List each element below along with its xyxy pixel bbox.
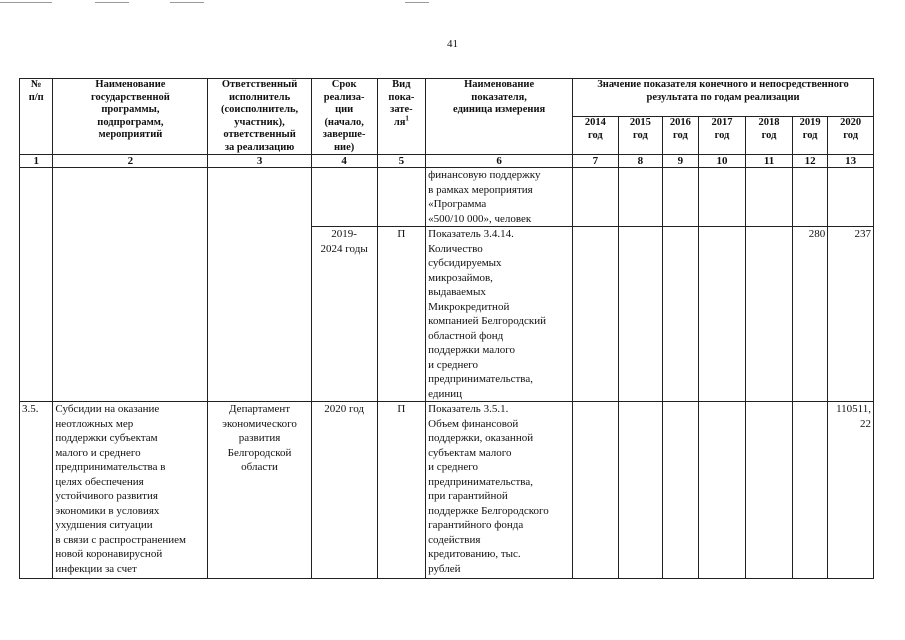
- row-indicator-name: Показатель 3.5.1. Объем финансовой поддержки, оказанной субъектам малого и среднего предпринимательства, при гарантийной поддержке Белгородского гарантийного фонда содействия кредитованию, тыс. рублей: [426, 402, 573, 579]
- footnote-marker: 1: [405, 114, 409, 122]
- row-indicator-type: [377, 168, 426, 227]
- top-edge-line: [95, 2, 129, 3]
- header-row: [20, 79, 874, 117]
- header-year: 2020 год: [828, 117, 874, 155]
- row-indicator-name: Показатель 3.4.14. Количество субсидируемых микрозаймов, выдаваемых Микрокредитной компанией Белгородский областной фонд поддержки малого и среднего предпринимательства, единиц: [426, 227, 573, 402]
- row-value-2018: [746, 227, 793, 402]
- column-number: 12: [792, 155, 827, 168]
- top-edge-line: [170, 2, 204, 3]
- column-numbers-row: [20, 155, 874, 168]
- row-value-2017: [698, 402, 746, 579]
- row-indicator-type: П: [377, 227, 426, 402]
- row-period: [311, 168, 377, 227]
- row-period: 2019- 2024 годы: [311, 227, 377, 402]
- column-number: 3: [208, 155, 311, 168]
- column-number: 10: [698, 155, 746, 168]
- row-value-2018: [746, 402, 793, 579]
- row-value-2014: [573, 227, 619, 402]
- row-indicator-name: финансовую поддержку в рамках мероприятия «Программа «500/10 000», человек: [426, 168, 573, 227]
- row-num: [20, 168, 53, 402]
- row-value-2020: 110511, 22: [828, 402, 874, 579]
- column-number: 8: [618, 155, 663, 168]
- row-executor: Департамент экономического развития Белгородской области: [208, 402, 311, 579]
- column-number: 9: [663, 155, 698, 168]
- column-number: 5: [377, 155, 426, 168]
- row-value-2017: [698, 227, 746, 402]
- row-value-2018: [746, 168, 793, 227]
- row-value-2017: [698, 168, 746, 227]
- header-indicator-name: Наименование показателя, единица измерения: [426, 79, 573, 155]
- table-row: [20, 168, 874, 227]
- row-executor: [208, 168, 311, 402]
- row-value-2015: [618, 168, 663, 227]
- row-value-2019: 280: [792, 227, 827, 402]
- header-year: 2015 год: [618, 117, 663, 155]
- row-indicator-type: П: [377, 402, 426, 579]
- column-number: 4: [311, 155, 377, 168]
- header-program-name: Наименование государственной программы, подпрограмм, мероприятий: [53, 79, 208, 155]
- header-indicator-type-label: Вид пока- зате- ля: [388, 79, 415, 128]
- row-value-2020: [828, 168, 874, 227]
- table-row: [20, 402, 874, 579]
- row-value-2014: [573, 168, 619, 227]
- row-value-2014: [573, 402, 619, 579]
- row-value-2016: [663, 402, 698, 579]
- row-num: 3.5.: [20, 402, 53, 579]
- header-values-group: Значение показателя конечного и непосредственного результата по годам реализации: [573, 79, 874, 117]
- row-value-2016: [663, 168, 698, 227]
- indicators-table: [19, 78, 874, 579]
- row-value-2016: [663, 227, 698, 402]
- header-year: 2014 год: [573, 117, 619, 155]
- column-number: 2: [53, 155, 208, 168]
- header-year: 2018 год: [746, 117, 793, 155]
- row-period: 2020 год: [311, 402, 377, 579]
- row-value-2020: 237: [828, 227, 874, 402]
- row-program-name: Субсидии на оказание неотложных мер поддержки субъектам малого и среднего предпринимательства в целях обеспечения устойчивого развития экономики в условиях ухудшения ситуации в связи с распространением новой коронавирусной инфекции за счет: [53, 402, 208, 579]
- header-period: Срок реализа- ции (начало, заверше- ние): [311, 79, 377, 155]
- header-year: 2016 год: [663, 117, 698, 155]
- column-number: 6: [426, 155, 573, 168]
- column-number: 1: [20, 155, 53, 168]
- column-number: 7: [573, 155, 619, 168]
- page-number: 41: [447, 38, 458, 50]
- row-program-name: [53, 168, 208, 402]
- row-value-2015: [618, 402, 663, 579]
- top-edge-line: [405, 2, 429, 3]
- row-value-2015: [618, 227, 663, 402]
- header-year: 2019 год: [792, 117, 827, 155]
- top-edge-line: [0, 2, 52, 3]
- header-num: № п/п: [20, 79, 53, 155]
- row-value-2019: [792, 402, 827, 579]
- column-number: 13: [828, 155, 874, 168]
- header-year: 2017 год: [698, 117, 746, 155]
- header-indicator-type: [377, 79, 426, 155]
- row-value-2019: [792, 168, 827, 227]
- header-executor: Ответственный исполнитель (соисполнитель, участник), ответственный за реализацию: [208, 79, 311, 155]
- column-number: 11: [746, 155, 793, 168]
